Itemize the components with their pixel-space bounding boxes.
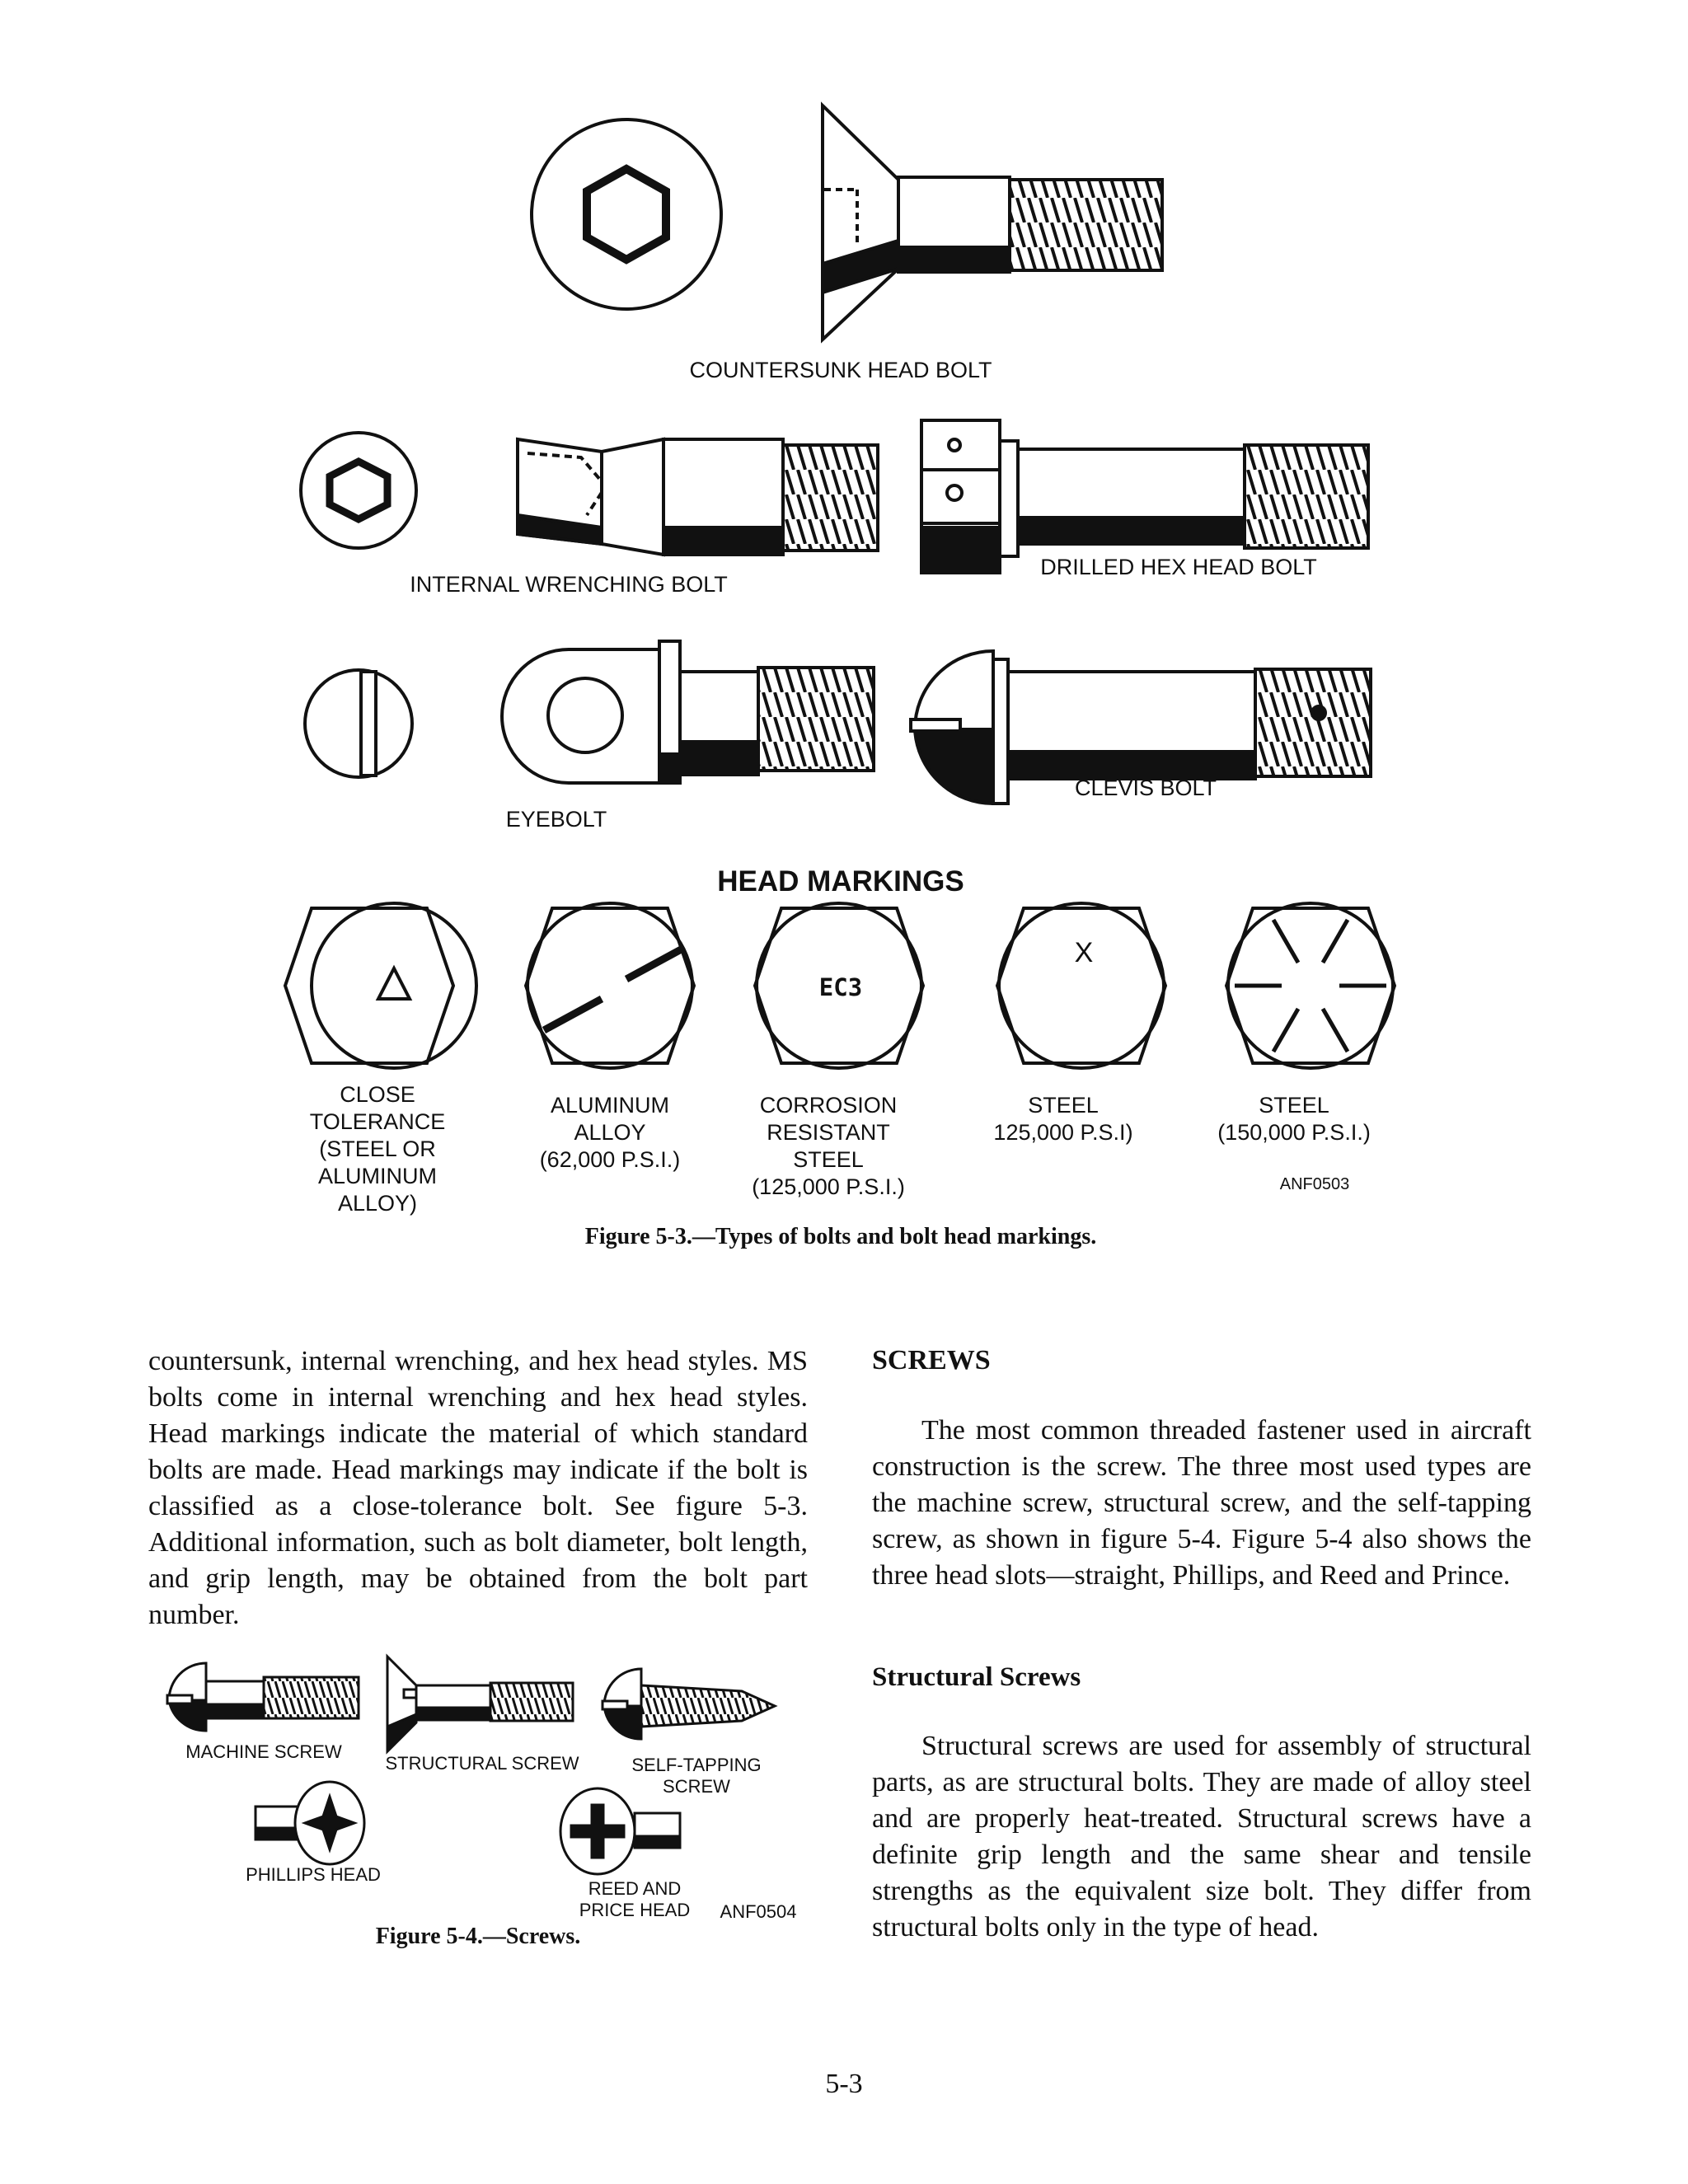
reed-and-prince-head-drawing bbox=[560, 1788, 680, 1874]
phillips-head-drawing bbox=[256, 1782, 364, 1864]
marking-desc-close-tolerance: CLOSE TOLERANCE (STEEL OR ALUMINUM ALLOY) bbox=[309, 1082, 446, 1216]
head-marking-steel-125 bbox=[997, 903, 1165, 1068]
marking-desc-steel-125: STEEL 125,000 P.S.I) bbox=[993, 1093, 1133, 1145]
page-number: 5-3 bbox=[825, 2069, 863, 2099]
section-heading-screws: SCREWS bbox=[872, 1345, 991, 1376]
label-internal-wrenching-bolt: INTERNAL WRENCHING BOLT bbox=[410, 572, 728, 597]
marking-desc-corrosion-resistant: CORROSION RESISTANT STEEL (125,000 P.S.I.) bbox=[752, 1093, 905, 1199]
label-countersunk-head-bolt: COUNTERSUNK HEAD BOLT bbox=[689, 358, 992, 382]
head-markings-title: HEAD MARKINGS bbox=[717, 865, 964, 898]
marking-text-ec3: EC3 bbox=[818, 973, 863, 1001]
left-column-paragraph: countersunk, internal wrenching, and hex head styles. MS bolts come in internal wrenching and hex head styles. Head markings indicate the material of which standard bolts are made. Head markings may indicate if the bolt is classified as a close-tolerance bolt. See figure 5-3. Additional information, such as bolt diameter, bolt length, and grip length, may be obtained from the bolt part number. bbox=[148, 1346, 808, 1630]
eyebolt-drawing bbox=[502, 641, 874, 783]
drilled-hex-head-bolt-drawing bbox=[921, 420, 1368, 573]
machine-screw-drawing bbox=[167, 1663, 359, 1731]
screws-paragraph: The most common threaded fastener used in aircraft construction is the screw. The three most used types are the machine screw, structural screw, and the self-tapping screw, as shown in figure 5-4. Figure 5-4 also shows the three head slots—straight, Phillips, and Reed and Prince. bbox=[872, 1415, 1531, 1591]
label-structural-screw: STRUCTURAL SCREW bbox=[385, 1753, 579, 1774]
marking-desc-steel-150: STEEL (150,000 P.S.I.) bbox=[1217, 1093, 1371, 1145]
structural-screws-paragraph: Structural screws are used for assembly of structural parts, as are structural bolts. They are made of alloy steel and are properly heat-treated. Structural screws have a definite grip length and the same shear and tensile strengths as the equivalent size bolt. They differ from structural bolts only in the type of head. bbox=[872, 1731, 1531, 1943]
head-marking-steel-150 bbox=[1226, 903, 1395, 1068]
marking-text-x: X bbox=[1074, 937, 1094, 968]
figure-code-anf0504: ANF0504 bbox=[720, 1901, 797, 1922]
label-drilled-hex-head-bolt: DRILLED HEX HEAD BOLT bbox=[1040, 555, 1317, 579]
label-reed-and-prince-head: REED AND PRICE HEAD bbox=[579, 1878, 691, 1920]
head-marking-aluminum-alloy bbox=[526, 903, 694, 1068]
structural-screw-drawing bbox=[387, 1657, 573, 1751]
head-marking-close-tolerance bbox=[285, 903, 476, 1068]
label-machine-screw: MACHINE SCREW bbox=[185, 1741, 342, 1762]
subheading-structural-screws: Structural Screws bbox=[872, 1662, 1081, 1692]
slotted-head-drawing bbox=[305, 670, 412, 777]
label-phillips-head: PHILLIPS HEAD bbox=[246, 1864, 381, 1885]
figure-5-3-caption: Figure 5-3.—Types of bolts and bolt head markings. bbox=[584, 1224, 1097, 1249]
label-self-tapping-screw: SELF-TAPPING SCREW bbox=[631, 1755, 762, 1797]
marking-desc-aluminum-alloy: ALUMINUM ALLOY (62,000 P.S.I.) bbox=[539, 1093, 681, 1172]
self-tapping-screw-drawing bbox=[603, 1669, 775, 1739]
figure-5-4-caption: Figure 5-4.—Screws. bbox=[375, 1924, 581, 1949]
internal-wrenching-bolt-drawing bbox=[301, 433, 878, 555]
countersunk-head-bolt-drawing bbox=[532, 105, 1162, 340]
label-eyebolt: EYEBOLT bbox=[505, 807, 607, 832]
label-clevis-bolt: CLEVIS BOLT bbox=[1074, 776, 1217, 800]
figure-code-anf0503: ANF0503 bbox=[1279, 1175, 1350, 1193]
